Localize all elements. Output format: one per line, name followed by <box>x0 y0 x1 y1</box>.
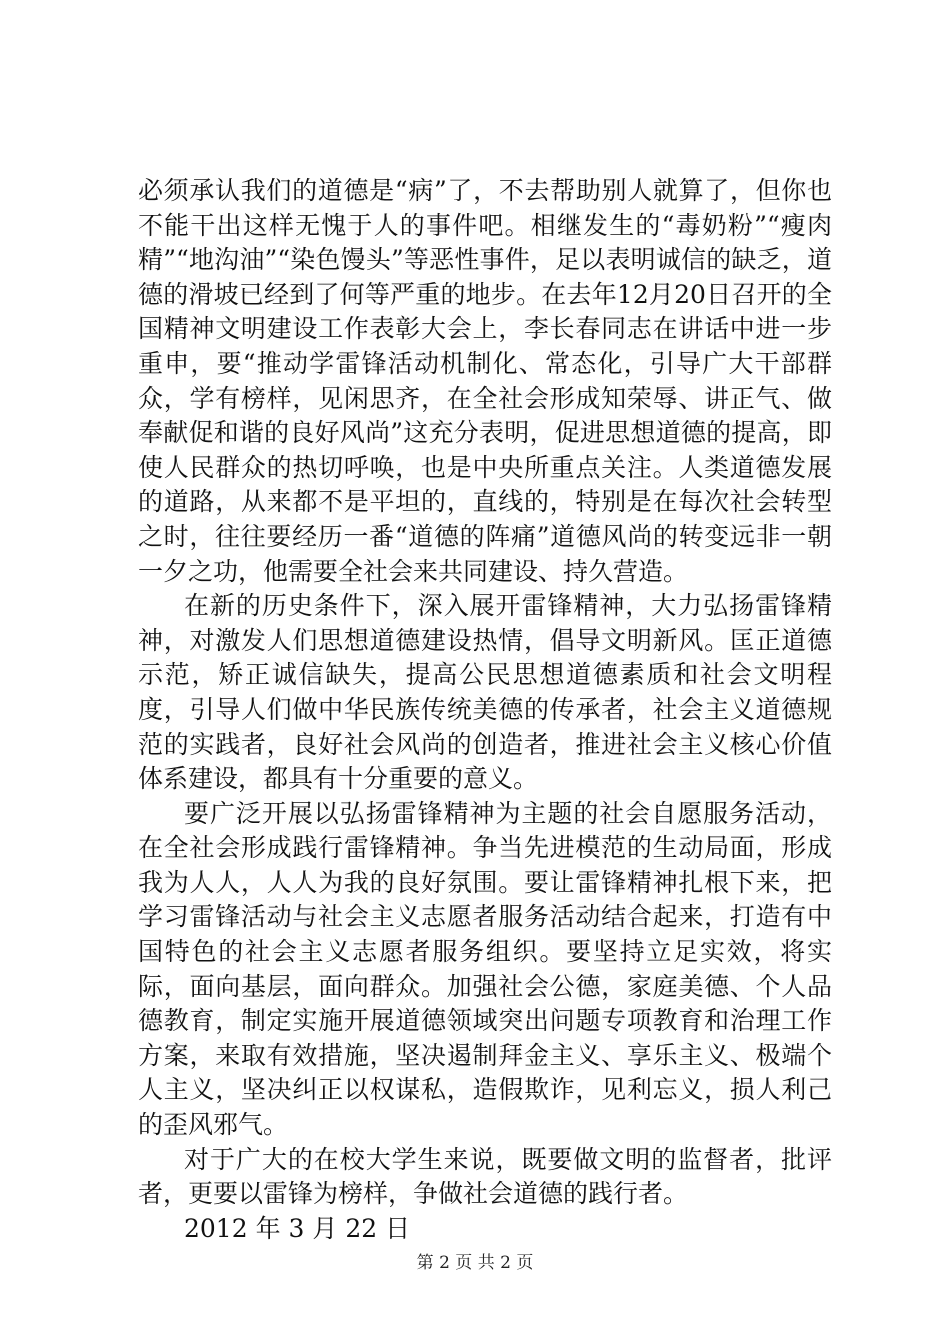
document-date: 2012 年 3 月 22 日 <box>184 1213 411 1243</box>
paragraph-students: 对于广大的在校大学生来说，既要做文明的监督者，批评者，更要以雷锋为榜样，争做社会道德的践行者。 <box>138 1144 832 1209</box>
paragraph-continuation: 必须承认我们的道德是“病”了，不去帮助别人就算了，但你也不能干出这样无愧于人的事件吧。相继发生的“毒奶粉”“瘦肉精”“地沟油”“染色馒头”等恶性事件，足以表明诚信的缺乏，道德的滑坡已经到了何等严重的地步。在去年12月20日召开的全国精神文明建设工作表彰大会上，李长春同志在讲话中进一步重申，要“推动学雷锋活动机制化、常态化，引导广大干部群众，学有榜样，见闲思齐，在全社会形成知荣辱、讲正气、做奉献促和谐的良好风尚”这充分表明，促进思想道德的提高，即使人民群众的热切呼唤，也是中央所重点关注。人类道德发展的道路，从来都不是平坦的，直线的，特别是在每次社会转型之时，往往要经历一番“道德的阵痛”道德风尚的转变远非一朝一夕之功，他需要全社会来共同建设、持久营造。 <box>138 176 832 586</box>
paragraph-lei-feng-spirit: 在新的历史条件下，深入展开雷锋精神，大力弘扬雷锋精神，对激发人们思想道德建设热情，倡导文明新风。匡正道德示范，矫正诚信缺失，提高公民思想道德素质和社会文明程度，引导人们做中华民族传统美德的传承者，社会主义道德规范的实践者，良好社会风尚的创造者，推进社会主义核心价值体系建设，都具有十分重要的意义。 <box>138 591 832 794</box>
paragraph-volunteer-service: 要广泛开展以弘扬雷锋精神为主题的社会自愿服务活动，在全社会形成践行雷锋精神。争当先进模范的生动局面，形成我为人人，人人为我的良好氛围。要让雷锋精神扎根下来，把学习雷锋活动与社会主义志愿者服务活动结合起来，打造有中国特色的社会主义志愿者服务组织。要坚持立足实效，将实际，面向基层，面向群众。加强社会公德，家庭美德、个人品德教育，制定实施开展道德领域突出问题专项教育和治理工作方案，来取有效措施，坚决遏制拜金主义、享乐主义、极端个人主义，坚决纠正以权谋私，造假欺诈，见利忘义，损人利己的歪风邪气。 <box>138 798 832 1140</box>
document-body <box>138 174 832 1246</box>
page-footer: 第 2 页 共 2 页 <box>416 1253 534 1273</box>
